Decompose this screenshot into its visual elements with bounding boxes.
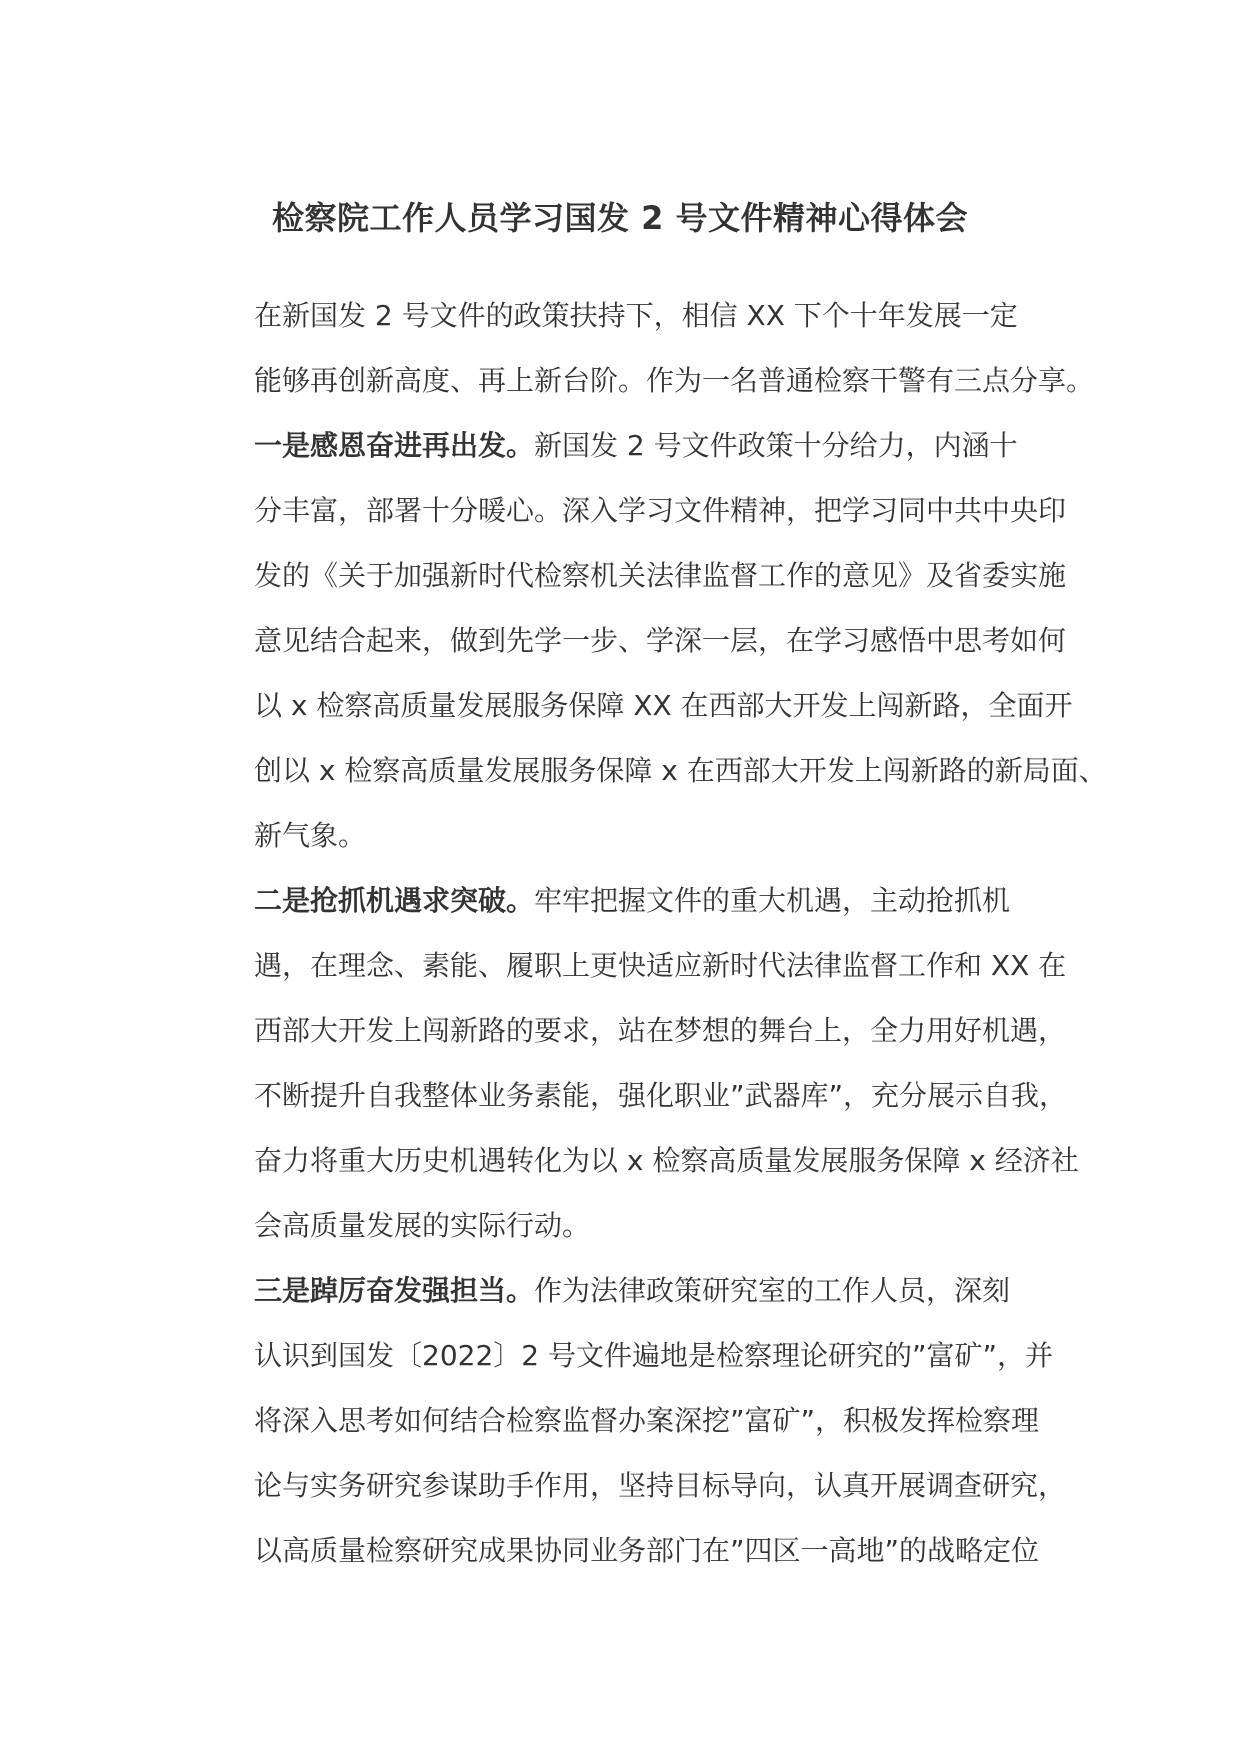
text-line: 以 x 检察高质量发展服务保障 XX 在西部大开发上闯新路，全面开 <box>254 689 1073 722</box>
text-line: 论与实务研究参谋助手作用，坚持目标导向，认真开展调查研究， <box>254 1469 1067 1502</box>
text-line: 西部大开发上闯新路的要求，站在梦想的舞台上，全力用好机遇， <box>254 1014 1067 1047</box>
paragraph-point-one <box>186 413 1107 868</box>
text-line: 分丰富，部署十分暖心。深入学习文件精神，把学习同中共中央印 <box>254 494 1067 527</box>
text-line: 奋力将重大历史机遇转化为以 x 检察高质量发展服务保障 x 经济社 <box>254 1144 1079 1177</box>
text-line: 遇，在理念、素能、履职上更快适应新时代法律监督工作和 XX 在 <box>254 949 1067 982</box>
text-line: 认识到国发〔2022〕2 号文件遍地是检察理论研究的”富矿”，并 <box>254 1339 1053 1372</box>
document-title: 检察院工作人员学习国发 2 号文件精神心得体会 <box>271 199 969 237</box>
paragraph-lead: 一是感恩奋进再出发。 <box>254 429 535 462</box>
text-line: 意见结合起来，做到先学一步、学深一层，在学习感悟中思考如何 <box>254 624 1067 657</box>
text-line <box>186 1258 1066 1323</box>
text-segment: 新国发 2 号文件政策十分给力，内涵十 <box>534 429 1018 462</box>
text-segment: 牢牢把握文件的重大机遇，主动抢抓机 <box>534 884 1011 917</box>
text-line: 不断提升自我整体业务素能，强化职业”武器库”，充分展示自我， <box>254 1079 1068 1112</box>
paragraph-point-two <box>186 868 1079 1258</box>
paragraph-lead: 三是踔厉奋发强担当。 <box>254 1274 535 1307</box>
text-line: 在新国发 2 号文件的政策扶持下，相信 XX 下个十年发展一定 <box>254 299 1018 332</box>
document-body <box>186 283 1107 1583</box>
text-line: 以高质量检察研究成果协同业务部门在”四区一高地”的战略定位 <box>254 1534 1040 1567</box>
text-line <box>186 413 1066 478</box>
paragraph-lead: 二是抢抓机遇求突破。 <box>254 884 535 917</box>
text-line: 发的《关于加强新时代检察机关法律监督工作的意见》及省委实施 <box>254 559 1067 592</box>
text-line: 会高质量发展的实际行动。 <box>254 1209 591 1242</box>
text-line <box>186 868 1066 933</box>
paragraph-point-three <box>186 1258 1066 1583</box>
paragraph-intro <box>186 283 1095 413</box>
text-segment: 作为法律政策研究室的工作人员，深刻 <box>534 1274 1011 1307</box>
text-line: 新气象。 <box>254 819 367 852</box>
text-line: 能够再创新高度、再上新台阶。作为一名普通检察干警有三点分享。 <box>254 364 1095 397</box>
text-line: 将深入思考如何结合检察监督办案深挖”富矿”，积极发挥检察理 <box>254 1404 1040 1437</box>
text-line: 创以 x 检察高质量发展服务保障 x 在西部大开发上闯新路的新局面、 <box>254 754 1107 787</box>
